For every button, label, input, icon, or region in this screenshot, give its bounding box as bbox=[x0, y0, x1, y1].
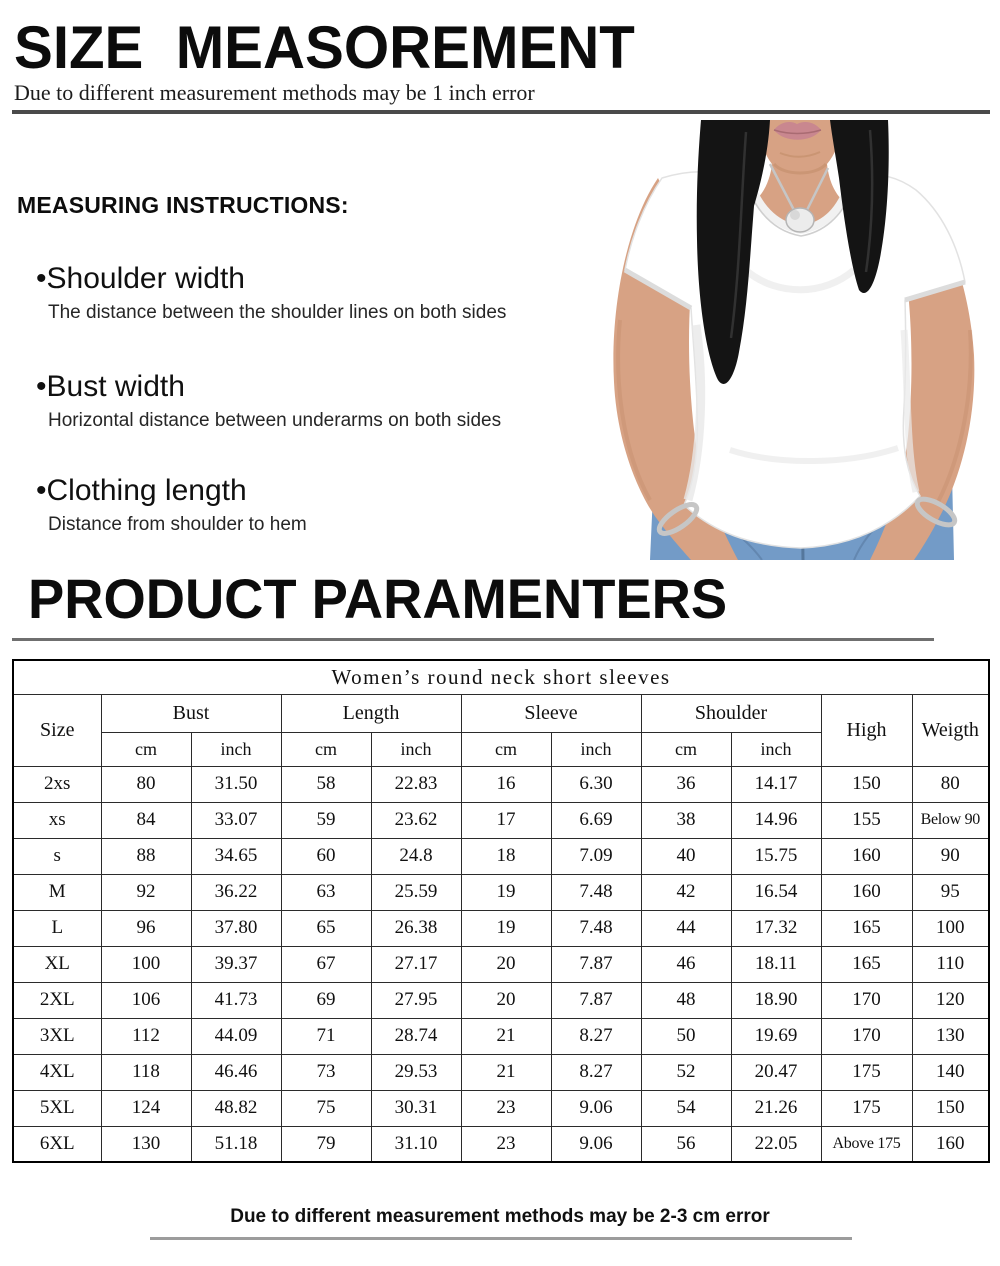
table-cell: 38 bbox=[641, 802, 731, 838]
table-cell: 7.87 bbox=[551, 982, 641, 1018]
table-cell: 160 bbox=[821, 874, 912, 910]
table-cell: 14.96 bbox=[731, 802, 821, 838]
table-cell: 52 bbox=[641, 1054, 731, 1090]
table-cell: 44 bbox=[641, 910, 731, 946]
table-row bbox=[13, 910, 989, 946]
table-cell: 19 bbox=[461, 874, 551, 910]
table-cell: 20 bbox=[461, 946, 551, 982]
table-cell: 36 bbox=[641, 766, 731, 802]
column-header-shoulder: Shoulder bbox=[641, 694, 821, 732]
table-cell: 165 bbox=[821, 946, 912, 982]
table-row bbox=[13, 874, 989, 910]
table-cell: 160 bbox=[821, 838, 912, 874]
table-cell: 160 bbox=[912, 1126, 989, 1162]
table-cell: 65 bbox=[281, 910, 371, 946]
table-cell: 17 bbox=[461, 802, 551, 838]
table-row bbox=[13, 1018, 989, 1054]
table-cell: 15.75 bbox=[731, 838, 821, 874]
table-cell: 100 bbox=[101, 946, 191, 982]
table-row bbox=[13, 838, 989, 874]
table-cell: 23.62 bbox=[371, 802, 461, 838]
instruction-desc: Distance from shoulder to hem bbox=[48, 514, 307, 535]
table-row bbox=[13, 1054, 989, 1090]
size-label: s bbox=[13, 838, 101, 874]
table-cell: 44.09 bbox=[191, 1018, 281, 1054]
table-cell: 18 bbox=[461, 838, 551, 874]
table-cell: 19 bbox=[461, 910, 551, 946]
size-table-wrap bbox=[12, 659, 990, 1163]
table-cell: 9.06 bbox=[551, 1126, 641, 1162]
unit-header-cm: cm bbox=[461, 732, 551, 766]
table-cell: Above 175 bbox=[821, 1126, 912, 1162]
table-cell: 20.47 bbox=[731, 1054, 821, 1090]
size-label: 2XL bbox=[13, 982, 101, 1018]
instructions-heading: MEASURING INSTRUCTIONS: bbox=[17, 192, 349, 218]
table-cell: 19.69 bbox=[731, 1018, 821, 1054]
column-header-sleeve: Sleeve bbox=[461, 694, 641, 732]
table-cell: 31.10 bbox=[371, 1126, 461, 1162]
table-cell: 40 bbox=[641, 838, 731, 874]
table-cell: 18.90 bbox=[731, 982, 821, 1018]
model-photo bbox=[598, 120, 998, 560]
table-cell: 41.73 bbox=[191, 982, 281, 1018]
table-cell: 7.87 bbox=[551, 946, 641, 982]
table-cell: 8.27 bbox=[551, 1018, 641, 1054]
table-cell: 100 bbox=[912, 910, 989, 946]
instruction-item-shoulder bbox=[36, 262, 576, 324]
table-cell: 8.27 bbox=[551, 1054, 641, 1090]
size-table-body bbox=[13, 766, 989, 1162]
unit-header-inch: inch bbox=[371, 732, 461, 766]
table-cell: 21 bbox=[461, 1018, 551, 1054]
table-cell: 31.50 bbox=[191, 766, 281, 802]
size-label: 2xs bbox=[13, 766, 101, 802]
table-cell: 22.83 bbox=[371, 766, 461, 802]
table-cell: 140 bbox=[912, 1054, 989, 1090]
unit-header-inch: inch bbox=[551, 732, 641, 766]
table-cell: 67 bbox=[281, 946, 371, 982]
table-cell: 90 bbox=[912, 838, 989, 874]
table-cell: 175 bbox=[821, 1054, 912, 1090]
table-cell: 150 bbox=[821, 766, 912, 802]
table-row bbox=[13, 802, 989, 838]
table-cell: 130 bbox=[912, 1018, 989, 1054]
column-header-bust: Bust bbox=[101, 694, 281, 732]
table-cell: 28.74 bbox=[371, 1018, 461, 1054]
unit-header-cm: cm bbox=[641, 732, 731, 766]
table-cell: 48 bbox=[641, 982, 731, 1018]
table-cell: 27.95 bbox=[371, 982, 461, 1018]
parameters-heading: PRODUCT PARAMENTERS bbox=[28, 567, 728, 630]
instruction-term: •Clothing length bbox=[36, 474, 247, 507]
table-cell: 9.06 bbox=[551, 1090, 641, 1126]
size-label: XL bbox=[13, 946, 101, 982]
bullet-marker: • bbox=[36, 474, 47, 507]
table-cell: 34.65 bbox=[191, 838, 281, 874]
table-cell: 33.07 bbox=[191, 802, 281, 838]
table-cell: 16.54 bbox=[731, 874, 821, 910]
size-label: 4XL bbox=[13, 1054, 101, 1090]
table-cell: 170 bbox=[821, 1018, 912, 1054]
table-cell: 71 bbox=[281, 1018, 371, 1054]
table-cell: 118 bbox=[101, 1054, 191, 1090]
page-title: SIZE MEASOREMENT bbox=[14, 14, 635, 81]
column-header-weigth: Weigth bbox=[912, 694, 989, 766]
table-cell: 21.26 bbox=[731, 1090, 821, 1126]
table-cell: 39.37 bbox=[191, 946, 281, 982]
table-cell: 7.09 bbox=[551, 838, 641, 874]
table-row bbox=[13, 982, 989, 1018]
table-cell: 29.53 bbox=[371, 1054, 461, 1090]
table-caption: Women’s round neck short sleeves bbox=[13, 660, 989, 694]
instruction-term: •Shoulder width bbox=[36, 262, 245, 295]
table-cell: 106 bbox=[101, 982, 191, 1018]
table-cell: 30.31 bbox=[371, 1090, 461, 1126]
divider-parameters bbox=[12, 638, 934, 641]
table-row bbox=[13, 946, 989, 982]
instruction-item-bust bbox=[36, 370, 576, 432]
size-label: 6XL bbox=[13, 1126, 101, 1162]
table-cell: 59 bbox=[281, 802, 371, 838]
size-label: 5XL bbox=[13, 1090, 101, 1126]
table-cell: Below 90 bbox=[912, 802, 989, 838]
instruction-desc: The distance between the shoulder lines on both sides bbox=[48, 302, 507, 323]
table-cell: 6.69 bbox=[551, 802, 641, 838]
divider-bottom bbox=[150, 1237, 852, 1240]
size-table-head bbox=[13, 660, 989, 766]
table-cell: 54 bbox=[641, 1090, 731, 1126]
table-cell: 37.80 bbox=[191, 910, 281, 946]
table-cell: 20 bbox=[461, 982, 551, 1018]
unit-header-cm: cm bbox=[101, 732, 191, 766]
table-cell: 46.46 bbox=[191, 1054, 281, 1090]
divider-top bbox=[12, 110, 990, 114]
bullet-marker: • bbox=[36, 262, 47, 295]
table-cell: 80 bbox=[101, 766, 191, 802]
size-label: 3XL bbox=[13, 1018, 101, 1054]
table-cell: 23 bbox=[461, 1090, 551, 1126]
table-cell: 155 bbox=[821, 802, 912, 838]
table-cell: 14.17 bbox=[731, 766, 821, 802]
unit-header-inch: inch bbox=[191, 732, 281, 766]
table-cell: 7.48 bbox=[551, 910, 641, 946]
table-row bbox=[13, 1090, 989, 1126]
table-cell: 42 bbox=[641, 874, 731, 910]
page-subtitle: Due to different measurement methods may be 1 inch error bbox=[14, 80, 535, 105]
table-cell: 112 bbox=[101, 1018, 191, 1054]
unit-header-cm: cm bbox=[281, 732, 371, 766]
table-cell: 18.11 bbox=[731, 946, 821, 982]
table-cell: 56 bbox=[641, 1126, 731, 1162]
instruction-desc: Horizontal distance between underarms on both sides bbox=[48, 410, 502, 431]
instruction-item-length bbox=[36, 474, 576, 536]
table-cell: 69 bbox=[281, 982, 371, 1018]
table-cell: 63 bbox=[281, 874, 371, 910]
table-cell: 75 bbox=[281, 1090, 371, 1126]
table-cell: 92 bbox=[101, 874, 191, 910]
pendant-graphic bbox=[786, 208, 814, 232]
table-cell: 50 bbox=[641, 1018, 731, 1054]
table-cell: 16 bbox=[461, 766, 551, 802]
table-cell: 7.48 bbox=[551, 874, 641, 910]
column-header-length: Length bbox=[281, 694, 461, 732]
table-cell: 51.18 bbox=[191, 1126, 281, 1162]
table-cell: 110 bbox=[912, 946, 989, 982]
column-header-size: Size bbox=[13, 694, 101, 766]
table-cell: 150 bbox=[912, 1090, 989, 1126]
table-cell: 36.22 bbox=[191, 874, 281, 910]
table-cell: 95 bbox=[912, 874, 989, 910]
table-cell: 58 bbox=[281, 766, 371, 802]
instruction-term: •Bust width bbox=[36, 370, 185, 403]
table-cell: 17.32 bbox=[731, 910, 821, 946]
table-cell: 73 bbox=[281, 1054, 371, 1090]
table-cell: 175 bbox=[821, 1090, 912, 1126]
table-cell: 124 bbox=[101, 1090, 191, 1126]
table-cell: 165 bbox=[821, 910, 912, 946]
table-cell: 84 bbox=[101, 802, 191, 838]
table-cell: 26.38 bbox=[371, 910, 461, 946]
unit-header-inch: inch bbox=[731, 732, 821, 766]
size-label: xs bbox=[13, 802, 101, 838]
table-cell: 79 bbox=[281, 1126, 371, 1162]
column-header-high: High bbox=[821, 694, 912, 766]
table-cell: 80 bbox=[912, 766, 989, 802]
table-row bbox=[13, 766, 989, 802]
table-cell: 23 bbox=[461, 1126, 551, 1162]
table-cell: 22.05 bbox=[731, 1126, 821, 1162]
table-cell: 130 bbox=[101, 1126, 191, 1162]
size-label: M bbox=[13, 874, 101, 910]
size-table bbox=[12, 659, 990, 1163]
table-cell: 25.59 bbox=[371, 874, 461, 910]
table-cell: 48.82 bbox=[191, 1090, 281, 1126]
bullet-marker: • bbox=[36, 370, 47, 403]
table-cell: 60 bbox=[281, 838, 371, 874]
table-row bbox=[13, 1126, 989, 1162]
size-label: L bbox=[13, 910, 101, 946]
table-cell: 24.8 bbox=[371, 838, 461, 874]
table-cell: 120 bbox=[912, 982, 989, 1018]
table-cell: 6.30 bbox=[551, 766, 641, 802]
table-footnote: Due to different measurement methods may be 2-3 cm error bbox=[230, 1206, 770, 1227]
table-cell: 21 bbox=[461, 1054, 551, 1090]
table-cell: 96 bbox=[101, 910, 191, 946]
table-cell: 88 bbox=[101, 838, 191, 874]
table-cell: 46 bbox=[641, 946, 731, 982]
table-cell: 170 bbox=[821, 982, 912, 1018]
table-cell: 27.17 bbox=[371, 946, 461, 982]
